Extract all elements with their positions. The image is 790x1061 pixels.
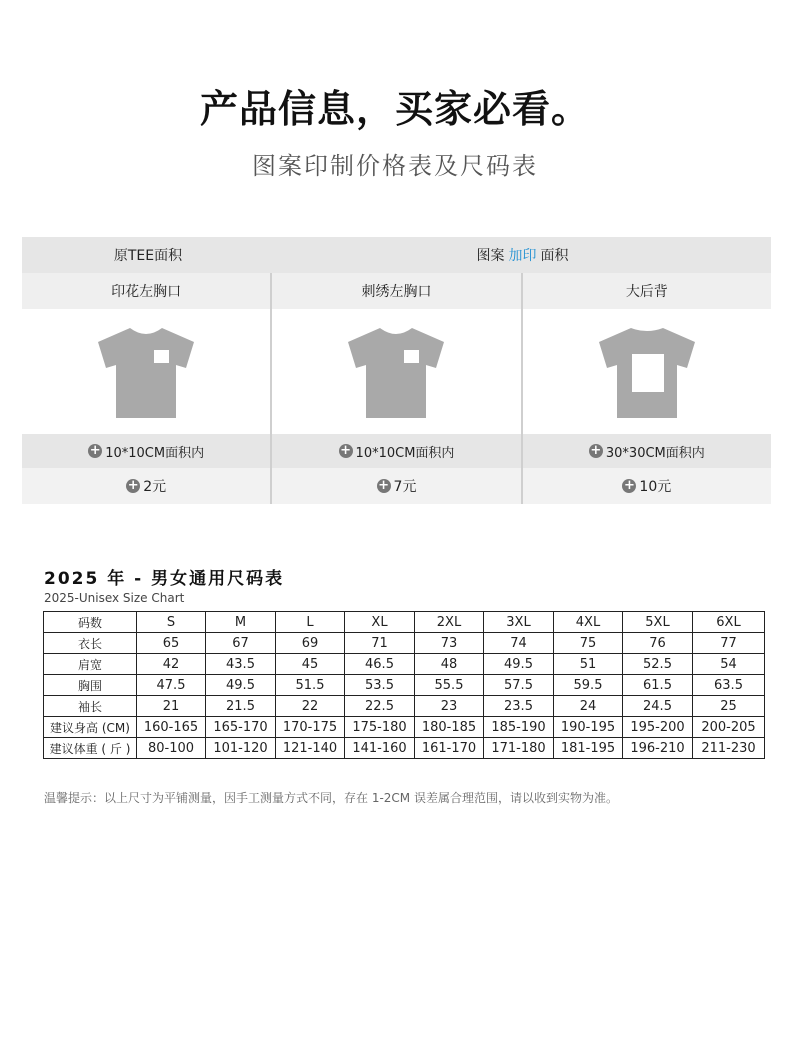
tshirt-front-left-chest-icon bbox=[22, 309, 270, 434]
tshirt-back-large-icon bbox=[523, 309, 771, 434]
table-cell: 22 bbox=[276, 696, 345, 717]
print-options bbox=[22, 273, 771, 504]
row-label-cell: 肩宽 bbox=[44, 654, 137, 675]
print-option-area: + 10*10CM面积内 bbox=[272, 434, 520, 468]
print-option-large-back bbox=[523, 273, 771, 504]
table-cell: 55.5 bbox=[415, 675, 484, 696]
print-option-area: + 10*10CM面积内 bbox=[22, 434, 270, 468]
table-cell: 48 bbox=[415, 654, 484, 675]
row-label-cell: 衣长 bbox=[44, 633, 137, 654]
table-cell: 57.5 bbox=[484, 675, 554, 696]
table-cell: 54 bbox=[693, 654, 765, 675]
table-cell: 59.5 bbox=[554, 675, 623, 696]
print-option-title: 刺绣左胸口 bbox=[272, 273, 520, 309]
table-cell: 69 bbox=[276, 633, 345, 654]
print-area-header-post: 面积 bbox=[540, 248, 569, 264]
table-cell: 185-190 bbox=[484, 717, 554, 738]
table-cell: 42 bbox=[137, 654, 206, 675]
table-cell: 165-170 bbox=[206, 717, 276, 738]
row-label-cell: 袖长 bbox=[44, 696, 137, 717]
table-cell: 49.5 bbox=[484, 654, 554, 675]
table-cell: 25 bbox=[693, 696, 765, 717]
print-option-embroidered-left-chest bbox=[272, 273, 520, 504]
table-cell: 5XL bbox=[623, 612, 693, 633]
table-header-row bbox=[44, 612, 765, 633]
table-cell: 160-165 bbox=[137, 717, 206, 738]
table-cell: 65 bbox=[137, 633, 206, 654]
table-cell: 43.5 bbox=[206, 654, 276, 675]
row-label-cell: 建议身高 (CM) bbox=[44, 717, 137, 738]
table-cell: 77 bbox=[693, 633, 765, 654]
print-area-header bbox=[274, 237, 771, 273]
table-cell: 67 bbox=[206, 633, 276, 654]
row-label-cell: 码数 bbox=[44, 612, 137, 633]
table-cell: 45 bbox=[276, 654, 345, 675]
table-cell: 71 bbox=[345, 633, 415, 654]
print-price-table bbox=[22, 237, 771, 504]
table-cell: M bbox=[206, 612, 276, 633]
table-cell: 181-195 bbox=[554, 738, 623, 759]
table-cell: L bbox=[276, 612, 345, 633]
print-option-price: + 7元 bbox=[272, 468, 520, 504]
table-cell: 51 bbox=[554, 654, 623, 675]
table-cell: 23.5 bbox=[484, 696, 554, 717]
table-cell: 21.5 bbox=[206, 696, 276, 717]
table-cell: 175-180 bbox=[345, 717, 415, 738]
table-row bbox=[44, 654, 765, 675]
table-cell: XL bbox=[345, 612, 415, 633]
table-cell: 196-210 bbox=[623, 738, 693, 759]
table-cell: 49.5 bbox=[206, 675, 276, 696]
table-cell: 180-185 bbox=[415, 717, 484, 738]
table-cell: 211-230 bbox=[693, 738, 765, 759]
table-row bbox=[44, 633, 765, 654]
table-row bbox=[44, 717, 765, 738]
table-cell: 80-100 bbox=[137, 738, 206, 759]
table-row bbox=[44, 738, 765, 759]
table-cell: 141-160 bbox=[345, 738, 415, 759]
table-cell: 23 bbox=[415, 696, 484, 717]
table-cell: 200-205 bbox=[693, 717, 765, 738]
table-cell: 101-120 bbox=[206, 738, 276, 759]
table-cell: 2XL bbox=[415, 612, 484, 633]
table-cell: 195-200 bbox=[623, 717, 693, 738]
table-cell: 53.5 bbox=[345, 675, 415, 696]
print-option-price: + 10元 bbox=[523, 468, 771, 504]
table-cell: 76 bbox=[623, 633, 693, 654]
table-cell: 121-140 bbox=[276, 738, 345, 759]
plus-icon: + bbox=[127, 478, 139, 493]
plus-icon: + bbox=[590, 443, 602, 458]
table-cell: 61.5 bbox=[623, 675, 693, 696]
row-label-cell: 胸围 bbox=[44, 675, 137, 696]
size-chart-subtitle: 2025-Unisex Size Chart bbox=[44, 591, 185, 605]
row-label-cell: 建议体重 ( 斤 ) bbox=[44, 738, 137, 759]
plus-icon: + bbox=[623, 478, 635, 493]
table-cell: 74 bbox=[484, 633, 554, 654]
table-cell: 4XL bbox=[554, 612, 623, 633]
size-chart-table bbox=[43, 611, 765, 759]
table-cell: 21 bbox=[137, 696, 206, 717]
table-cell: 24.5 bbox=[623, 696, 693, 717]
print-option-price: + 2元 bbox=[22, 468, 270, 504]
tshirt-front-left-chest-icon bbox=[272, 309, 520, 434]
plus-icon: + bbox=[89, 443, 101, 458]
size-chart-title: 2025 年 - 男女通用尺码表 bbox=[44, 569, 285, 589]
print-option-area: + 30*30CM面积内 bbox=[523, 434, 771, 468]
page-title: 产品信息，买家必看。 bbox=[199, 87, 590, 131]
table-cell: 75 bbox=[554, 633, 623, 654]
table-cell: 190-195 bbox=[554, 717, 623, 738]
table-cell: 3XL bbox=[484, 612, 554, 633]
table-cell: 6XL bbox=[693, 612, 765, 633]
table-row bbox=[44, 675, 765, 696]
tee-area-header: 原TEE面积 bbox=[113, 248, 183, 264]
table-cell: S bbox=[137, 612, 206, 633]
table-cell: 171-180 bbox=[484, 738, 554, 759]
table-cell: 170-175 bbox=[276, 717, 345, 738]
table-cell: 63.5 bbox=[693, 675, 765, 696]
print-option-title: 印花左胸口 bbox=[22, 273, 270, 309]
table-row bbox=[44, 696, 765, 717]
table-cell: 22.5 bbox=[345, 696, 415, 717]
table-cell: 73 bbox=[415, 633, 484, 654]
table-cell: 24 bbox=[554, 696, 623, 717]
print-area-header-pre: 图案 bbox=[476, 248, 505, 264]
print-option-printed-left-chest bbox=[22, 273, 270, 504]
plus-icon: + bbox=[340, 443, 351, 458]
size-chart-note: 温馨提示：以上尺寸为平铺测量，因手工测量方式不同，存在 1-2CM 误差属合理范围，请以收到实物为准。 bbox=[44, 791, 618, 805]
table-cell: 52.5 bbox=[623, 654, 693, 675]
table-cell: 46.5 bbox=[345, 654, 415, 675]
print-table-header bbox=[22, 237, 771, 273]
print-area-header-highlight: 加印 bbox=[508, 248, 537, 264]
table-cell: 161-170 bbox=[415, 738, 484, 759]
table-cell: 51.5 bbox=[276, 675, 345, 696]
plus-icon: + bbox=[378, 478, 389, 493]
table-cell: 47.5 bbox=[137, 675, 206, 696]
print-option-title: 大后背 bbox=[523, 273, 771, 309]
page-subtitle: 图案印制价格表及尺码表 bbox=[252, 152, 538, 180]
